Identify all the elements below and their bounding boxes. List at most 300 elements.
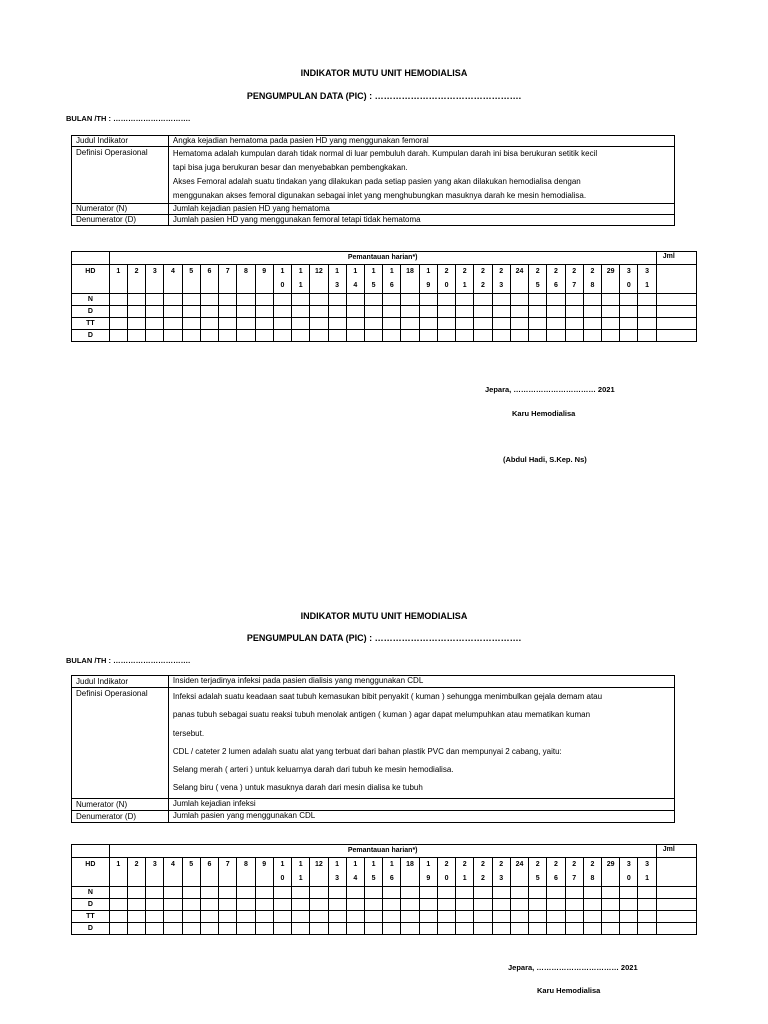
monitor-input-cell[interactable]: [182, 318, 200, 330]
monitor-input-cell[interactable]: [146, 887, 164, 899]
monitor-input-cell[interactable]: [401, 899, 419, 911]
monitor-input-cell[interactable]: [219, 899, 237, 911]
monitor-input-cell[interactable]: [492, 318, 510, 330]
monitor-input-cell[interactable]: [547, 911, 565, 923]
monitor-input-cell[interactable]: [346, 923, 364, 935]
monitor-input-cell[interactable]: [237, 318, 255, 330]
monitor-input-cell[interactable]: [146, 306, 164, 318]
monitor-input-cell[interactable]: [583, 306, 601, 318]
monitor-input-cell[interactable]: [401, 294, 419, 306]
monitor-input-cell[interactable]: [492, 306, 510, 318]
monitor-input-cell[interactable]: [638, 318, 656, 330]
monitor-input-cell[interactable]: [328, 923, 346, 935]
monitor-input-cell[interactable]: [638, 923, 656, 935]
monitor-input-cell[interactable]: [328, 899, 346, 911]
monitor-input-cell[interactable]: [419, 887, 437, 899]
day-top: 12: [314, 861, 323, 868]
monitor-input-cell[interactable]: [328, 294, 346, 306]
monitor-input-cell[interactable]: [419, 330, 437, 342]
monitor-input-cell[interactable]: [109, 887, 127, 899]
monitor-input-cell[interactable]: [529, 911, 547, 923]
monitor-input-cell[interactable]: [164, 330, 182, 342]
monitor-input-cell[interactable]: [200, 899, 218, 911]
monitor-input-cell[interactable]: [529, 899, 547, 911]
monitor-input-cell[interactable]: [383, 911, 401, 923]
monitor-input-cell[interactable]: [346, 294, 364, 306]
day-top: 24: [515, 268, 524, 275]
monitor-input-cell[interactable]: [383, 887, 401, 899]
monitor-input-cell[interactable]: [474, 330, 492, 342]
monitor-input-cell[interactable]: [492, 899, 510, 911]
monitor-input-cell[interactable]: [255, 306, 273, 318]
day-top: 2: [444, 268, 449, 275]
monitor-input-cell[interactable]: [255, 911, 273, 923]
monitor-input-cell[interactable]: [547, 899, 565, 911]
monitor-day-cell: [146, 858, 164, 887]
monitor-input-cell[interactable]: [565, 899, 583, 911]
monitor-input-cell[interactable]: [638, 911, 656, 923]
monitor-input-cell[interactable]: [164, 294, 182, 306]
monitor-input-cell[interactable]: [419, 294, 437, 306]
monitor-input-cell[interactable]: [620, 306, 638, 318]
monitor-input-cell[interactable]: [273, 294, 291, 306]
monitor-input-cell[interactable]: [583, 330, 601, 342]
monitor-input-cell[interactable]: [583, 923, 601, 935]
monitor-input-cell[interactable]: [383, 306, 401, 318]
monitor-jml-cell[interactable]: [656, 923, 696, 935]
monitor-input-cell[interactable]: [127, 923, 145, 935]
monitor-input-cell[interactable]: [146, 899, 164, 911]
monitor-input-cell[interactable]: [474, 899, 492, 911]
monitor-input-cell[interactable]: [383, 330, 401, 342]
monitor-input-cell[interactable]: [292, 318, 310, 330]
monitor-input-cell[interactable]: [529, 294, 547, 306]
monitor-input-cell[interactable]: [492, 330, 510, 342]
monitor-input-cell[interactable]: [602, 899, 620, 911]
monitor-input-cell[interactable]: [273, 911, 291, 923]
monitor-input-cell[interactable]: [328, 330, 346, 342]
monitor-input-cell[interactable]: [510, 330, 528, 342]
day-top: 1: [353, 861, 358, 868]
monitor-input-cell[interactable]: [255, 294, 273, 306]
monitor-input-cell[interactable]: [200, 887, 218, 899]
monitor-input-cell[interactable]: [109, 911, 127, 923]
monitor-input-cell[interactable]: [273, 318, 291, 330]
monitor-input-cell[interactable]: [219, 887, 237, 899]
monitor-input-cell[interactable]: [146, 911, 164, 923]
monitor-input-cell[interactable]: [364, 911, 382, 923]
monitor-input-cell[interactable]: [346, 306, 364, 318]
monitor-input-cell[interactable]: [109, 294, 127, 306]
monitor-input-cell[interactable]: [492, 887, 510, 899]
monitor-input-cell[interactable]: [346, 911, 364, 923]
monitor-input-cell[interactable]: [219, 330, 237, 342]
monitor-input-cell[interactable]: [565, 306, 583, 318]
monitor-jml-cell[interactable]: [656, 306, 696, 318]
info-row: [72, 215, 675, 226]
day-top: 24: [515, 861, 524, 868]
monitor-input-cell[interactable]: [602, 294, 620, 306]
monitor-input-cell[interactable]: [346, 887, 364, 899]
monitor-day-cell: [492, 265, 510, 294]
day-bottom: [219, 872, 236, 886]
monitor-input-cell[interactable]: [565, 887, 583, 899]
monitor-input-cell[interactable]: [219, 306, 237, 318]
monitor-row-label: N: [72, 887, 110, 899]
monitor-input-cell[interactable]: [255, 887, 273, 899]
monitor-days-row: [72, 265, 697, 294]
monitor-input-cell[interactable]: [364, 306, 382, 318]
monitor-day-cell: [419, 858, 437, 887]
monitor-input-cell[interactable]: [164, 318, 182, 330]
monitor-input-cell[interactable]: [602, 318, 620, 330]
monitor-input-cell[interactable]: [164, 923, 182, 935]
day-top: 1: [116, 268, 121, 275]
day-top: 3: [645, 268, 650, 275]
monitor-input-cell[interactable]: [328, 306, 346, 318]
monitor-input-cell[interactable]: [583, 294, 601, 306]
monitor-input-cell[interactable]: [401, 911, 419, 923]
monitor-input-cell[interactable]: [547, 318, 565, 330]
monitor-input-cell[interactable]: [437, 923, 455, 935]
monitor-input-cell[interactable]: [510, 887, 528, 899]
monitor-input-cell[interactable]: [273, 887, 291, 899]
monitor-input-cell[interactable]: [292, 294, 310, 306]
section2-title: INDIKATOR MUTU UNIT HEMODIALISA: [300, 611, 468, 621]
monitor-jml-cell[interactable]: [656, 318, 696, 330]
monitor-input-cell[interactable]: [401, 318, 419, 330]
monitor-input-cell[interactable]: [182, 306, 200, 318]
monitor-day-cell: [346, 858, 364, 887]
monitor-input-cell[interactable]: [182, 294, 200, 306]
monitor-jml-cell[interactable]: [656, 911, 696, 923]
monitor-input-cell[interactable]: [200, 330, 218, 342]
monitor-input-cell[interactable]: [456, 899, 474, 911]
monitor-input-cell[interactable]: [127, 330, 145, 342]
monitor-input-cell[interactable]: [310, 887, 328, 899]
monitor-input-cell[interactable]: [328, 911, 346, 923]
monitor-input-cell[interactable]: [164, 887, 182, 899]
monitor-input-cell[interactable]: [638, 899, 656, 911]
monitor-input-cell[interactable]: [583, 911, 601, 923]
monitor-input-cell[interactable]: [364, 887, 382, 899]
monitor-input-cell[interactable]: [146, 923, 164, 935]
monitor-input-cell[interactable]: [437, 306, 455, 318]
monitor-day-cell: [255, 858, 273, 887]
monitor-header: Pemantauan harian*): [109, 252, 656, 265]
monitor-input-cell[interactable]: [292, 911, 310, 923]
monitor-input-cell[interactable]: [510, 318, 528, 330]
monitor-input-cell[interactable]: [164, 899, 182, 911]
monitor-input-cell[interactable]: [565, 294, 583, 306]
monitor-input-cell[interactable]: [602, 923, 620, 935]
monitor-input-cell[interactable]: [456, 318, 474, 330]
monitor-input-cell[interactable]: [292, 306, 310, 318]
monitor-input-cell[interactable]: [310, 294, 328, 306]
monitor-input-cell[interactable]: [127, 294, 145, 306]
monitor-input-cell[interactable]: [620, 923, 638, 935]
monitor-days-row: [72, 858, 697, 887]
monitor-input-cell[interactable]: [602, 330, 620, 342]
day-bottom: 9: [426, 282, 431, 289]
monitor-input-cell[interactable]: [237, 899, 255, 911]
monitor-input-cell[interactable]: [127, 911, 145, 923]
day-bottom: 1: [298, 875, 303, 882]
monitor-day-cell: [237, 858, 255, 887]
day-top: 2: [572, 268, 577, 275]
monitor-input-cell[interactable]: [620, 911, 638, 923]
day-bottom: [310, 279, 327, 293]
monitor-input-cell[interactable]: [310, 306, 328, 318]
monitor-input-cell[interactable]: [182, 887, 200, 899]
monitor-input-cell[interactable]: [292, 923, 310, 935]
monitor-input-cell[interactable]: [638, 294, 656, 306]
info-line: tersebut.: [172, 728, 205, 738]
monitor-input-cell[interactable]: [510, 899, 528, 911]
monitor-input-cell[interactable]: [328, 318, 346, 330]
monitor-input-cell[interactable]: [109, 899, 127, 911]
monitor-input-cell[interactable]: [419, 318, 437, 330]
monitor-input-cell[interactable]: [419, 899, 437, 911]
monitor-input-cell[interactable]: [346, 899, 364, 911]
monitor-data-row: [72, 330, 697, 342]
monitor-input-cell[interactable]: [109, 318, 127, 330]
monitor-input-cell[interactable]: [237, 911, 255, 923]
monitor-day-cell: [364, 265, 382, 294]
monitor-input-cell[interactable]: [237, 294, 255, 306]
monitor-input-cell[interactable]: [146, 294, 164, 306]
day-bottom: 0: [626, 282, 631, 289]
monitor-input-cell[interactable]: [638, 306, 656, 318]
info-row: [72, 136, 675, 147]
monitor-input-cell[interactable]: [364, 923, 382, 935]
monitor-input-cell[interactable]: [474, 911, 492, 923]
monitor-jml-cell[interactable]: [656, 899, 696, 911]
monitor-input-cell[interactable]: [456, 330, 474, 342]
day-top: 1: [116, 861, 121, 868]
monitor-input-cell[interactable]: [583, 887, 601, 899]
monitor-input-cell[interactable]: [492, 911, 510, 923]
monitor-input-cell[interactable]: [127, 306, 145, 318]
monitor-input-cell[interactable]: [456, 294, 474, 306]
monitor-input-cell[interactable]: [492, 294, 510, 306]
monitor-input-cell[interactable]: [529, 318, 547, 330]
monitor-input-cell[interactable]: [328, 887, 346, 899]
monitor-input-cell[interactable]: [364, 294, 382, 306]
monitor-input-cell[interactable]: [565, 318, 583, 330]
monitor-input-cell[interactable]: [164, 911, 182, 923]
monitor-input-cell[interactable]: [273, 330, 291, 342]
monitor-input-cell[interactable]: [620, 318, 638, 330]
monitor-input-cell[interactable]: [583, 899, 601, 911]
monitor-input-cell[interactable]: [401, 887, 419, 899]
monitor-input-cell[interactable]: [529, 887, 547, 899]
monitor-input-cell[interactable]: [492, 923, 510, 935]
monitor-input-cell[interactable]: [620, 887, 638, 899]
monitor-input-cell[interactable]: [200, 911, 218, 923]
monitor-input-cell[interactable]: [474, 887, 492, 899]
monitor-input-cell[interactable]: [510, 306, 528, 318]
monitor-day-cell: [182, 858, 200, 887]
monitor-input-cell[interactable]: [273, 899, 291, 911]
monitor-input-cell[interactable]: [620, 899, 638, 911]
monitor-day-cell: [109, 265, 127, 294]
monitor-input-cell[interactable]: [565, 911, 583, 923]
monitor-input-cell[interactable]: [219, 911, 237, 923]
monitor-input-cell[interactable]: [565, 330, 583, 342]
monitor-input-cell[interactable]: [437, 899, 455, 911]
monitor-input-cell[interactable]: [419, 911, 437, 923]
monitor-input-cell[interactable]: [310, 899, 328, 911]
monitor-input-cell[interactable]: [456, 923, 474, 935]
monitor-input-cell[interactable]: [200, 306, 218, 318]
monitor-input-cell[interactable]: [474, 306, 492, 318]
monitor-input-cell[interactable]: [437, 887, 455, 899]
monitor-input-cell[interactable]: [547, 330, 565, 342]
day-bottom: [164, 279, 181, 293]
day-bottom: 1: [645, 875, 650, 882]
monitor-input-cell[interactable]: [565, 923, 583, 935]
monitor-input-cell[interactable]: [383, 923, 401, 935]
monitor-input-cell[interactable]: [364, 899, 382, 911]
monitor-input-cell[interactable]: [273, 306, 291, 318]
monitor-input-cell[interactable]: [310, 330, 328, 342]
monitor-input-cell[interactable]: [638, 887, 656, 899]
monitor-input-cell[interactable]: [109, 923, 127, 935]
monitor-input-cell[interactable]: [310, 911, 328, 923]
day-bottom: 0: [626, 875, 631, 882]
monitor-input-cell[interactable]: [292, 899, 310, 911]
day-top: 12: [314, 268, 323, 275]
monitor-input-cell[interactable]: [146, 330, 164, 342]
monitor-day-cell: [456, 858, 474, 887]
monitor-input-cell[interactable]: [255, 330, 273, 342]
monitor-input-cell[interactable]: [310, 318, 328, 330]
day-bottom: 1: [462, 282, 467, 289]
monitor-input-cell[interactable]: [547, 306, 565, 318]
monitor-header-row: [72, 252, 697, 265]
monitor-input-cell[interactable]: [456, 887, 474, 899]
monitor-input-cell[interactable]: [437, 911, 455, 923]
monitor-input-cell[interactable]: [474, 318, 492, 330]
monitor-input-cell[interactable]: [456, 306, 474, 318]
monitor-input-cell[interactable]: [182, 899, 200, 911]
monitor-jml-cell[interactable]: [656, 294, 696, 306]
monitor-input-cell[interactable]: [474, 294, 492, 306]
monitor-input-cell[interactable]: [219, 294, 237, 306]
monitor-input-cell[interactable]: [109, 330, 127, 342]
monitor-input-cell[interactable]: [292, 330, 310, 342]
day-top: 7: [225, 268, 230, 275]
monitor-input-cell[interactable]: [182, 911, 200, 923]
monitor-input-cell[interactable]: [401, 923, 419, 935]
monitor-input-cell[interactable]: [401, 330, 419, 342]
monitor-input-cell[interactable]: [346, 330, 364, 342]
monitor-input-cell[interactable]: [310, 923, 328, 935]
monitor-input-cell[interactable]: [620, 330, 638, 342]
monitor-input-cell[interactable]: [547, 887, 565, 899]
monitor-input-cell[interactable]: [219, 923, 237, 935]
monitor-day-cell: [310, 858, 328, 887]
monitor-input-cell[interactable]: [237, 306, 255, 318]
section1-signer: (Abdul Hadi, S.Kep. Ns): [503, 455, 587, 464]
monitor-input-cell[interactable]: [255, 318, 273, 330]
monitor-input-cell[interactable]: [547, 923, 565, 935]
monitor-input-cell[interactable]: [255, 899, 273, 911]
monitor-input-cell[interactable]: [383, 294, 401, 306]
day-top: 3: [152, 861, 157, 868]
monitor-input-cell[interactable]: [620, 294, 638, 306]
monitor-input-cell[interactable]: [510, 923, 528, 935]
monitor-input-cell[interactable]: [109, 306, 127, 318]
monitor-input-cell[interactable]: [529, 330, 547, 342]
monitor-input-cell[interactable]: [200, 318, 218, 330]
day-top: 18: [406, 268, 414, 275]
monitor-input-cell[interactable]: [437, 294, 455, 306]
monitor-input-cell[interactable]: [437, 318, 455, 330]
day-top: 1: [335, 861, 340, 868]
monitor-input-cell[interactable]: [383, 318, 401, 330]
monitor-input-cell[interactable]: [474, 923, 492, 935]
monitor-input-cell[interactable]: [419, 306, 437, 318]
info-line: menggunakan akses femoral digunakan sebagai inlet yang menghubungkan masuknya darah ke mesin hemodialisa.: [172, 191, 587, 200]
monitor-input-cell[interactable]: [529, 923, 547, 935]
monitor-input-cell[interactable]: [127, 318, 145, 330]
monitor-input-cell[interactable]: [419, 923, 437, 935]
monitor-input-cell[interactable]: [255, 923, 273, 935]
monitor-input-cell[interactable]: [292, 887, 310, 899]
monitor-jml-cell[interactable]: [656, 887, 696, 899]
monitor-input-cell[interactable]: [237, 923, 255, 935]
day-top: 8: [243, 861, 248, 868]
monitor-input-cell[interactable]: [164, 306, 182, 318]
day-bottom: [128, 279, 145, 293]
monitor-input-cell[interactable]: [127, 887, 145, 899]
monitor-input-cell[interactable]: [273, 923, 291, 935]
monitor-input-cell[interactable]: [602, 911, 620, 923]
monitor-input-cell[interactable]: [456, 911, 474, 923]
monitor-day-cell: [437, 265, 455, 294]
monitor-input-cell[interactable]: [364, 318, 382, 330]
monitor-input-cell[interactable]: [529, 306, 547, 318]
monitor-input-cell[interactable]: [237, 330, 255, 342]
monitor-input-cell[interactable]: [219, 318, 237, 330]
monitor-input-cell[interactable]: [237, 887, 255, 899]
monitor-input-cell[interactable]: [182, 923, 200, 935]
monitor-input-cell[interactable]: [146, 318, 164, 330]
monitor-input-cell[interactable]: [401, 306, 419, 318]
monitor-jml-cell[interactable]: [656, 330, 696, 342]
monitor-day-cell: [565, 265, 583, 294]
monitor-input-cell[interactable]: [602, 306, 620, 318]
monitor-input-cell[interactable]: [200, 923, 218, 935]
monitor-input-cell[interactable]: [547, 294, 565, 306]
monitor-input-cell[interactable]: [200, 294, 218, 306]
monitor-input-cell[interactable]: [602, 887, 620, 899]
monitor-input-cell[interactable]: [510, 911, 528, 923]
info-key: Definisi Operasional: [72, 688, 169, 799]
monitor-input-cell[interactable]: [182, 330, 200, 342]
monitor-input-cell[interactable]: [510, 294, 528, 306]
day-bottom: 0: [444, 282, 449, 289]
monitor-input-cell[interactable]: [583, 318, 601, 330]
monitor-input-cell[interactable]: [346, 318, 364, 330]
monitor-input-cell[interactable]: [127, 899, 145, 911]
monitor-input-cell[interactable]: [437, 330, 455, 342]
monitor-input-cell[interactable]: [364, 330, 382, 342]
monitor-input-cell[interactable]: [638, 330, 656, 342]
monitor-input-cell[interactable]: [383, 899, 401, 911]
